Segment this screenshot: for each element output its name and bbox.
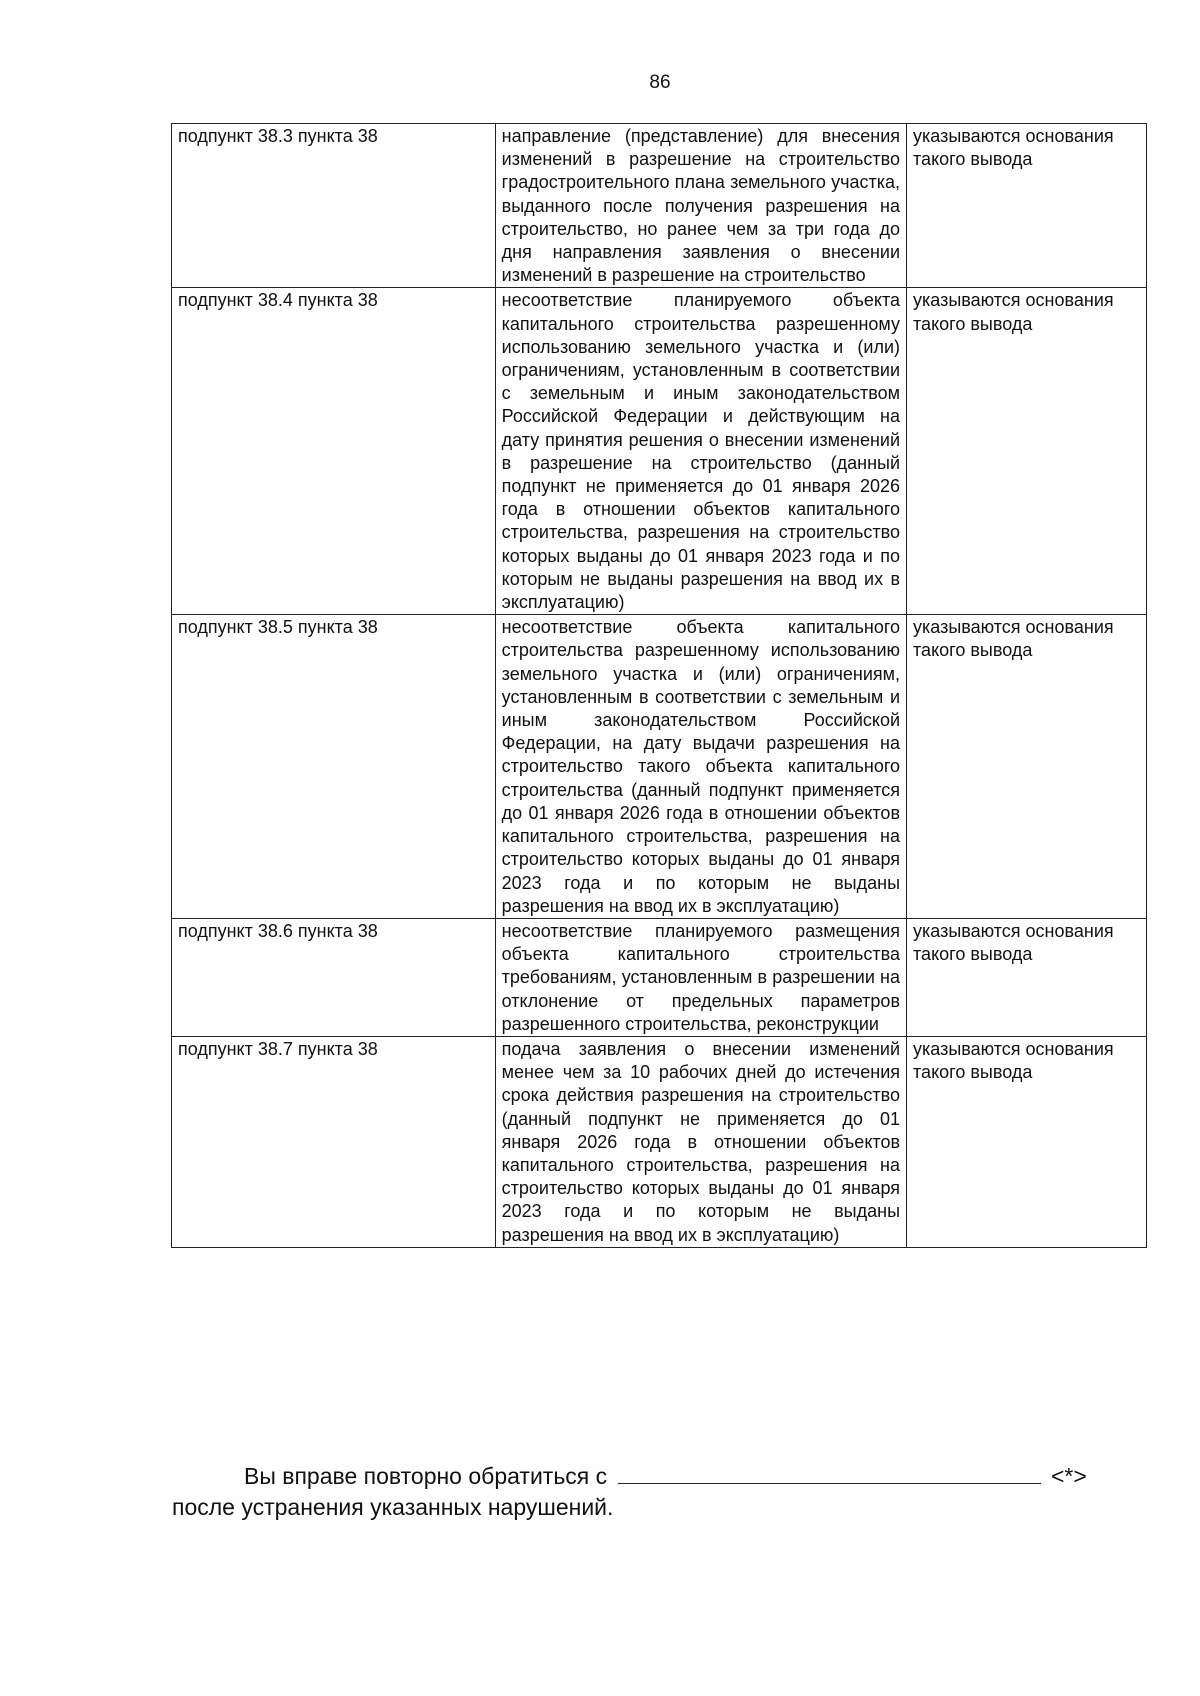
row-note: указываются основания такого вывода [907, 615, 1147, 919]
row-reference: подпункт 38.6 пункта 38 [172, 918, 496, 1036]
page-number: 86 [649, 72, 671, 93]
table-row [172, 615, 1147, 919]
row-description: несоответствие планируемого объекта капитального строительства разрешенному использованию земельного участка и (или) ограничениям, установленным в соответствии с земельным и иным законодательством Российской Федерации и действующим на дату принятия решения о внесении изменений в разрешение на строительство (данный подпункт не применяется до 01 января 2026 года в отношении объектов капитального строительства, разрешения на строительство которых выданы до 01 января 2023 года и по которым не выданы разрешения на ввод их в эксплуатацию) [495, 288, 906, 615]
row-note: указываются основания такого вывода [907, 288, 1147, 615]
row-description: несоответствие объекта капитального строительства разрешенному использованию земельного участка и (или) ограничениям, установленным в соответствии с земельным и иным законодательством Российской Федерации, на дату выдачи разрешения на строительство такого объекта капитального строительства (данный подпункт применяется до 01 января 2026 года в отношении объектов капитального строительства, разрешения на строительство которых выданы до 01 января 2023 года и по которым не выданы разрешения на ввод их в эксплуатацию) [495, 615, 906, 919]
row-description: направление (представление) для внесения изменений в разрешение на строительство градостроительного плана земельного участка, выданного после получения разрешения на строительство, но ранее чем за три года до дня направления заявления о внесении изменений в разрешение на строительство [495, 124, 906, 288]
row-description: подача заявления о внесении изменений менее чем за 10 рабочих дней до истечения срока действия разрешения на строительство (данный подпункт не применяется до 01 января 2026 года в отношении объектов капитального строительства, разрешения на строительство которых выданы до 01 января 2023 года и по которым не выданы разрешения на ввод их в эксплуатацию) [495, 1036, 906, 1247]
row-reference: подпункт 38.5 пункта 38 [172, 615, 496, 919]
row-note: указываются основания такого вывода [907, 124, 1147, 288]
row-note: указываются основания такого вывода [907, 918, 1147, 1036]
footnote-mark: <*> [1050, 1463, 1087, 1489]
table-row [172, 1036, 1147, 1247]
table-row [172, 124, 1147, 288]
closing-paragraph-line1 [172, 1461, 1147, 1491]
row-note: указываются основания такого вывода [907, 1036, 1147, 1247]
row-reference: подпункт 38.7 пункта 38 [172, 1036, 496, 1247]
row-description: несоответствие планируемого размещения объекта капитального строительства требованиям, установленным в разрешении на отклонение от предельных параметров разрешенного строительства, реконструкции [495, 918, 906, 1036]
table-row [172, 288, 1147, 615]
closing-text-prefix: Вы вправе повторно обратиться с [244, 1463, 608, 1489]
row-reference: подпункт 38.3 пункта 38 [172, 124, 496, 288]
row-reference: подпункт 38.4 пункта 38 [172, 288, 496, 615]
table-row [172, 918, 1147, 1036]
reasons-table [171, 123, 1147, 1248]
closing-paragraph-line2: после устранения указанных нарушений. [172, 1494, 614, 1520]
blank-fill-line [618, 1463, 1041, 1484]
